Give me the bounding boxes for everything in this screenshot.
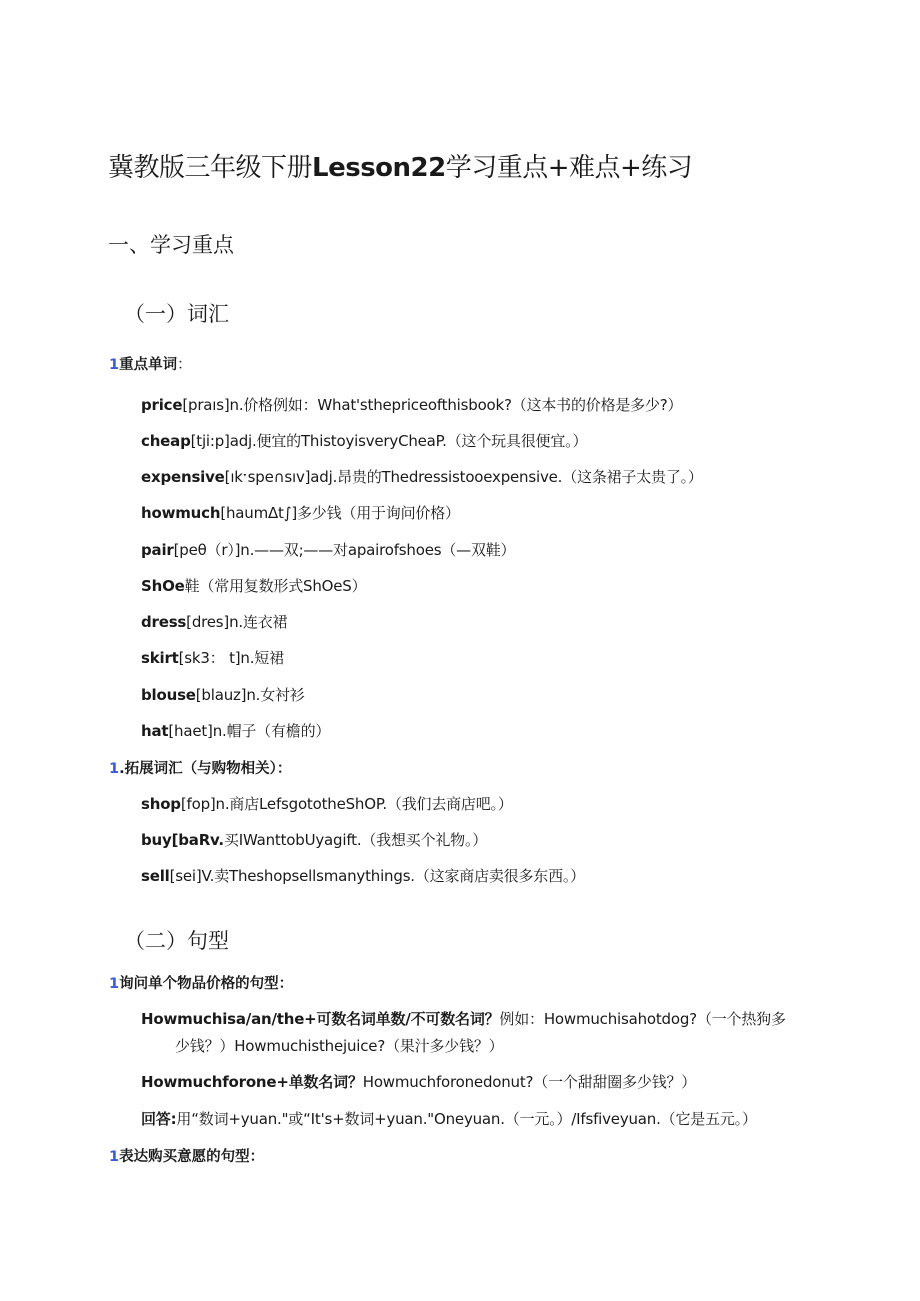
answer-bold: 回答: [141,1110,177,1128]
word-definition: [sk3： t]n.短裙 [178,649,284,667]
pattern-bold: Howmuchisa/an/the+可数名词单数/不可数名词？ [141,1010,500,1028]
page-title [108,147,692,184]
word-term: expensive [141,468,225,486]
word-definition: [haumΔt∫]多少钱（用于询问价格） [220,504,460,522]
pattern-example: Howmuchforonedonut?（一个甜甜圈多少钱？） [362,1073,697,1091]
word-term: ShOe [141,577,185,595]
pattern-example: 例如：Howmuchisahotdog?（一个热狗多 [499,1010,786,1028]
word-definition: [peθ（r）]n.——双;——对apairofshoes（—双鞋） [173,541,516,559]
word-definition: [blauz]n.女衬衫 [195,686,305,704]
title-suffix: 学习重点+难点+练习 [445,153,693,183]
word-term: howmuch [141,504,221,522]
pattern-line-continued: 少钱？）Howmuchisthejuice?（果汁多少钱？） [175,1037,504,1055]
title-lesson: Lesson22 [312,153,446,183]
subsection-heading-sentences: （二）句型 [124,929,229,953]
answer-line [141,1108,757,1129]
word-entry [141,575,366,596]
extended-word-entry [141,829,487,850]
word-term: buy[baRv. [141,831,224,849]
pattern-line [141,1008,786,1029]
word-term: shop [141,795,181,813]
word-term: dress [141,613,187,631]
word-definition: [haet]n.帽子（有檐的） [168,722,331,740]
vocab-label-text: 重点单词 [119,357,178,373]
word-term: price [141,396,183,414]
word-term: sell [141,867,170,885]
word-entry [141,394,682,415]
extended-vocab-number: 1 [109,761,120,777]
word-term: skirt [141,649,179,667]
buy-intent-number: 1 [109,1149,120,1165]
vocab-label-colon: ： [177,357,192,373]
extended-word-entry [141,865,585,886]
word-definition: [ıkˑspe∩sıv]adj.昂贵的Thedressistooexpensive.（这条裙子太贵了。） [224,468,703,486]
answer-text: 用“数词+yuan."或“It's+数词+yuan."Oneyuan.（一元。）/Ifsfiveyuan.（它是五元。） [176,1110,757,1128]
word-entry [141,430,587,451]
word-definition: 鞋（常用复数形式ShOeS） [184,577,367,595]
word-definition: 买IWanttobUyagift.（我想买个礼物。） [223,831,488,849]
word-entry [141,502,460,523]
word-entry [141,611,287,632]
buy-intent-label [109,1145,264,1166]
section-heading-key-points: 一、学习重点 [108,233,234,257]
vocab-label-number: 1 [109,357,120,373]
buy-intent-text: 表达购买意愿的句型： [119,1149,265,1165]
word-term: pair [141,541,174,559]
price-question-label [109,972,293,993]
extended-word-entry [141,793,513,814]
pattern-bold: Howmuchforone+单数名词？ [141,1073,363,1091]
word-definition: [fop]n.商店LefsgototheShOP.（我们去商店吧。） [180,795,513,813]
word-entry [141,720,330,741]
word-definition: [praıs]n.价格例如：What'sthepriceofthisbook?（这本书的价格是多少?） [182,396,683,414]
word-term: hat [141,722,169,740]
word-definition: [sei]V.卖Theshopsellsmanythings.（这家商店卖很多东西。） [169,867,585,885]
word-definition: [tji:p]adj.便宜的ThistoyisveryCheaP.（这个玩具很便宜。） [190,432,588,450]
price-question-text: 询问单个物品价格的句型： [119,976,294,992]
price-question-number: 1 [109,976,120,992]
extended-vocab-text: .拓展词汇（与购物相关）： [119,761,292,777]
word-entry [141,539,515,560]
vocab-label [109,353,192,374]
word-entry [141,647,284,668]
title-prefix: 冀教版三年级下册 [108,153,313,183]
word-term: cheap [141,432,191,450]
extended-vocab-label [109,757,291,778]
subsection-heading-vocabulary: （一）词汇 [124,302,229,326]
word-term: blouse [141,686,196,704]
word-entry [141,466,703,487]
pattern-line [141,1071,696,1092]
word-definition: [dres]n.连衣裙 [186,613,288,631]
word-entry [141,684,305,705]
